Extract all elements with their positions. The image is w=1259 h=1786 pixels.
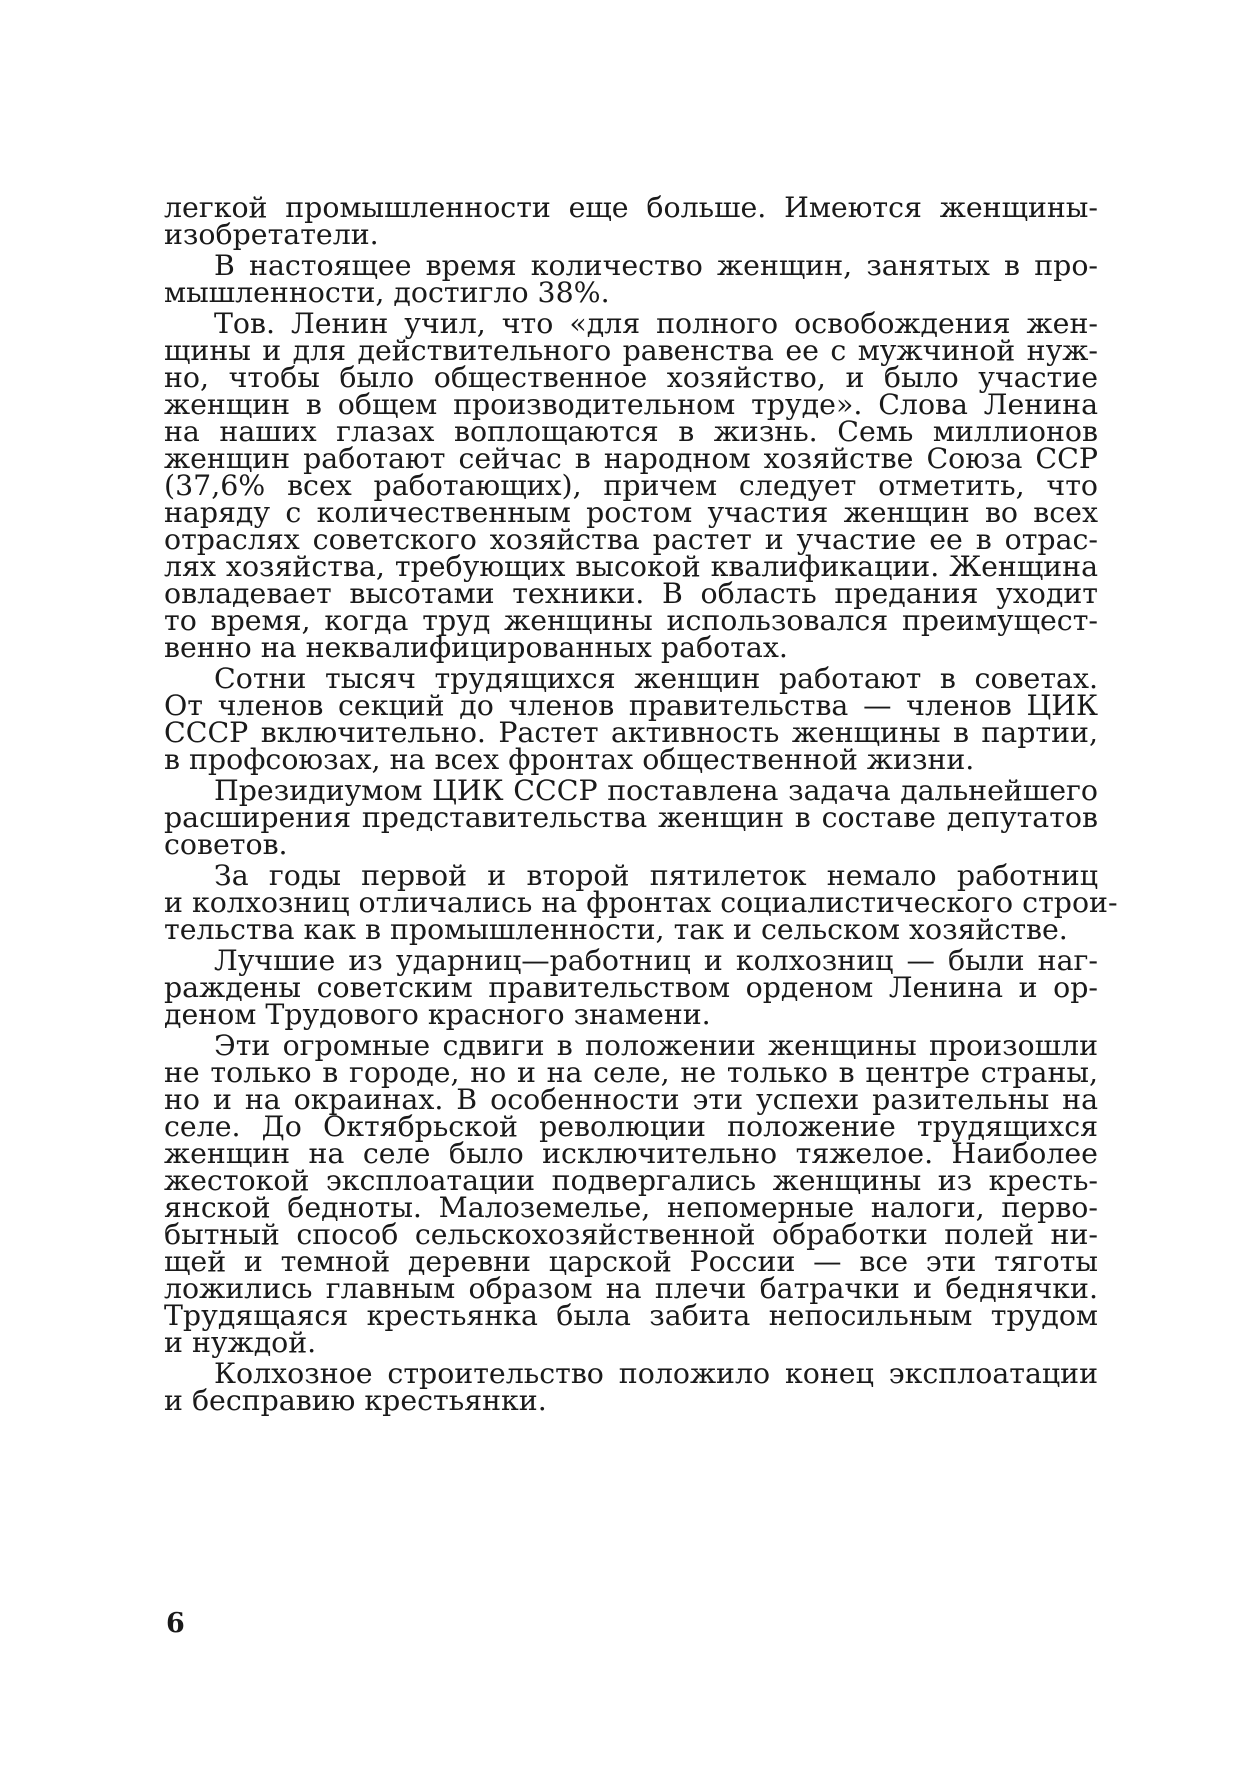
text-line: щей и темной деревни царской России — все эти тяготы	[164, 1245, 1098, 1278]
text-line: женщин работают сейчас в народном хозяйстве Союза ССР	[164, 442, 1098, 475]
text-line: тельства как в промышленности, так и сельском хозяйстве.	[164, 913, 1068, 946]
text-line: щины и для действительного равенства ее с мужчиной нуж-	[164, 334, 1098, 367]
text-line: и бесправию крестьянки.	[164, 1384, 547, 1417]
text-line: В настоящее время количество женщин, занятых в про-	[214, 249, 1098, 282]
text-line: наряду с количественным ростом участия женщин во всех	[164, 496, 1098, 529]
text-line: советов.	[164, 828, 288, 861]
text-line: Лучшие из ударниц—работниц и колхозниц — были наг-	[214, 944, 1098, 977]
text-line: и нуждой.	[164, 1326, 317, 1359]
text-line: жестокой эксплоатации подвергались женщины из кресть-	[164, 1164, 1098, 1197]
text-line: янской бедноты. Малоземелье, непомерные налоги, перво-	[164, 1191, 1098, 1224]
text-line: в профсоюзах, на всех фронтах общественной жизни.	[164, 743, 975, 776]
text-line: не только в городе, но и на селе, не только в центре страны,	[164, 1056, 1098, 1089]
page-number: 6	[166, 1608, 185, 1639]
text-line: и колхозниц отличались на фронтах социалистического строи-	[164, 886, 1118, 919]
text-line: но, чтобы было общественное хозяйство, и было участие	[164, 361, 1098, 394]
text-line: Трудящаяся крестьянка была забита непосильным трудом	[164, 1299, 1098, 1332]
text-line: отраслях советского хозяйства растет и участие ее в отрас-	[164, 523, 1098, 556]
text-line: селе. До Октябрьской революции положение трудящихся	[164, 1110, 1098, 1143]
text-line: но и на окраинах. В особенности эти успехи разительны на	[164, 1083, 1098, 1116]
text-line: Эти огромные сдвиги в положении женщины произошли	[214, 1029, 1098, 1062]
text-line: ложились главным образом на плечи батрачки и беднячки.	[164, 1272, 1098, 1305]
text-line: женщин в общем производительном труде». Слова Ленина	[164, 388, 1098, 421]
text-line: то время, когда труд женщины использовался преимущест-	[164, 604, 1098, 637]
text-line: Сотни тысяч трудящихся женщин работают в советах.	[214, 662, 1098, 695]
text-line: лях хозяйства, требующих высокой квалификации. Женщина	[164, 550, 1098, 583]
text-line: овладевает высотами техники. В область предания уходит	[164, 577, 1098, 610]
text-line: мышленности, достигло 38%.	[164, 276, 610, 309]
text-line: деном Трудового красного знамени.	[164, 998, 711, 1031]
text-line: Колхозное строительство положило конец эксплоатации	[214, 1357, 1098, 1390]
text-line: За годы первой и второй пятилеток немало работниц	[214, 859, 1098, 892]
text-line: раждены советским правительством орденом Ленина и ор-	[164, 971, 1098, 1004]
text-line: изобретатели.	[164, 218, 379, 251]
text-line: СССР включительно. Растет активность женщины в партии,	[164, 716, 1098, 749]
text-line: бытный способ сельскохозяйственной обработки полей ни-	[164, 1218, 1098, 1251]
text-line: От членов секций до членов правительства — членов ЦИК	[164, 689, 1098, 722]
text-line: (37,6% всех работающих), причем следует отметить, что	[164, 469, 1098, 502]
text-line: Тов. Ленин учил, что «для полного освобождения жен-	[214, 307, 1098, 340]
text-line: на наших глазах воплощаются в жизнь. Семь миллионов	[164, 415, 1098, 448]
text-line: венно на неквалифицированных работах.	[164, 631, 788, 664]
text-line: Президиумом ЦИК СССР поставлена задача дальнейшего	[214, 774, 1098, 807]
text-line: легкой промышленности еще больше. Имеются женщины-	[164, 191, 1098, 224]
text-line: женщин на селе было исключительно тяжелое. Наиболее	[164, 1137, 1098, 1170]
text-line: расширения представительства женщин в составе депутатов	[164, 801, 1098, 834]
